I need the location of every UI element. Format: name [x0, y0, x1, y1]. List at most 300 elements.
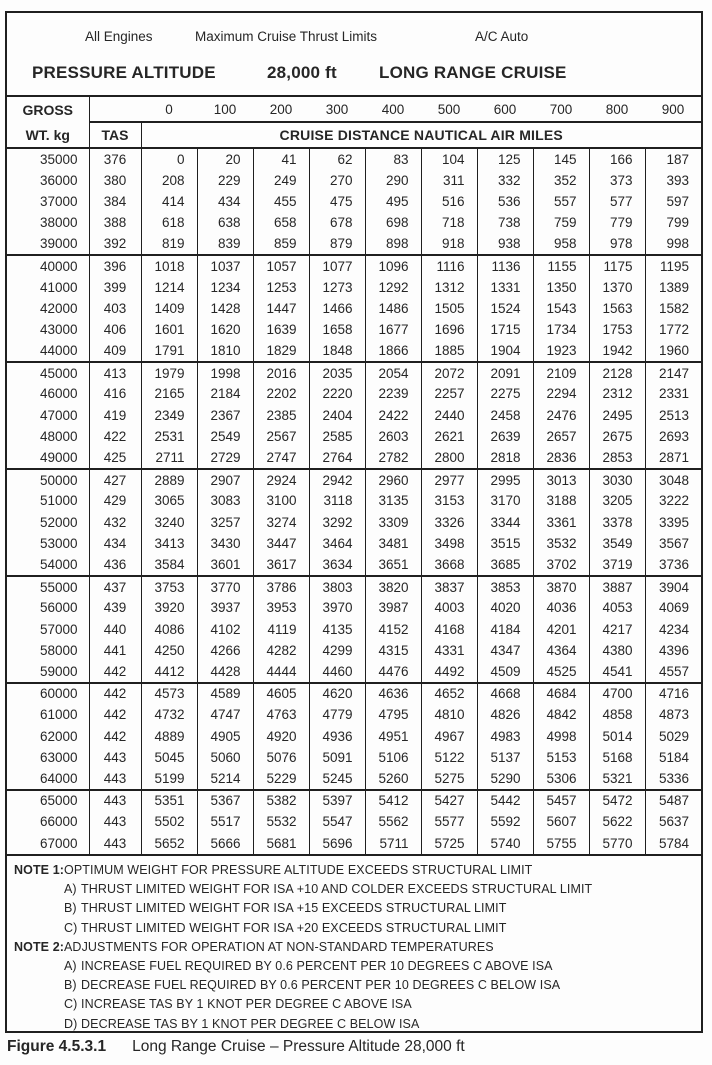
- distance-cell: 1885: [421, 341, 477, 362]
- distance-cell: 5014: [589, 726, 645, 747]
- distance-cell: 5532: [253, 811, 309, 832]
- tas-cell: 396: [89, 255, 141, 276]
- distance-cell: 5740: [477, 833, 533, 854]
- distance-cell: 5502: [141, 811, 197, 832]
- distance-cell: 4684: [533, 683, 589, 704]
- distance-cell: 455: [253, 191, 309, 212]
- distance-cell: 3413: [141, 533, 197, 554]
- distance-cell: 2729: [197, 447, 253, 468]
- tas-label: TAS: [89, 122, 141, 148]
- table-row: [7, 512, 701, 533]
- distance-cell: 1273: [309, 276, 365, 297]
- distance-cell: 1734: [533, 319, 589, 340]
- tas-cell: 413: [89, 362, 141, 383]
- distance-cell: 1331: [477, 276, 533, 297]
- distance-cell: 3617: [253, 554, 309, 575]
- note-item: [14, 995, 697, 1014]
- note-item: [14, 880, 697, 899]
- distance-cell: 2440: [421, 405, 477, 426]
- gross-weight-cell: 59000: [7, 661, 89, 682]
- gross-weight-cell: 57000: [7, 619, 89, 640]
- table-row: [7, 255, 701, 276]
- gross-weight-cell: 64000: [7, 768, 89, 789]
- note-item-id: A): [64, 882, 77, 897]
- distance-col-header: 800: [589, 97, 645, 122]
- distance-cell: 4152: [365, 619, 421, 640]
- distance-cell: 779: [589, 212, 645, 233]
- distance-cell: 4347: [477, 640, 533, 661]
- distance-cell: 3464: [309, 533, 365, 554]
- distance-cell: 1389: [645, 276, 701, 297]
- table-row: [7, 661, 701, 682]
- distance-cell: 3257: [197, 512, 253, 533]
- distance-cell: 2531: [141, 426, 197, 447]
- distance-cell: 698: [365, 212, 421, 233]
- gross-weight-cell: 41000: [7, 276, 89, 297]
- gross-weight-cell: 49000: [7, 447, 89, 468]
- note-item: [14, 957, 697, 976]
- gross-weight-cell: 52000: [7, 512, 89, 533]
- distance-cell: 2513: [645, 405, 701, 426]
- distance-cell: 958: [533, 234, 589, 255]
- distance-cell: 4086: [141, 619, 197, 640]
- distance-cell: 4444: [253, 661, 309, 682]
- distance-cell: 3498: [421, 533, 477, 554]
- distance-col-header: 300: [309, 97, 365, 122]
- distance-cell: 5725: [421, 833, 477, 854]
- distance-cell: 839: [197, 234, 253, 255]
- distance-cell: 5029: [645, 726, 701, 747]
- distance-cell: 3820: [365, 576, 421, 597]
- tas-cell: 443: [89, 790, 141, 811]
- distance-cell: 2639: [477, 426, 533, 447]
- distance-cell: 2495: [589, 405, 645, 426]
- tas-cell: 392: [89, 234, 141, 255]
- gross-weight-cell: 35000: [7, 148, 89, 169]
- distance-cell: 5412: [365, 790, 421, 811]
- distance-cell: 1195: [645, 255, 701, 276]
- distance-cell: 3013: [533, 469, 589, 490]
- distance-cell: 4460: [309, 661, 365, 682]
- distance-cell: 3953: [253, 597, 309, 618]
- distance-cell: 998: [645, 234, 701, 255]
- distance-cell: 2294: [533, 383, 589, 404]
- distance-cell: 2711: [141, 447, 197, 468]
- distance-cell: 4476: [365, 661, 421, 682]
- weight-group: [7, 576, 701, 683]
- distance-cell: 5153: [533, 747, 589, 768]
- distance-cell: 3837: [421, 576, 477, 597]
- distance-cell: 5060: [197, 747, 253, 768]
- distance-cell: 4652: [421, 683, 477, 704]
- distance-cell: 2257: [421, 383, 477, 404]
- distance-cell: 5184: [645, 747, 701, 768]
- distance-cell: 2404: [309, 405, 365, 426]
- distance-cell: 4428: [197, 661, 253, 682]
- distance-cell: 4282: [253, 640, 309, 661]
- distance-cell: 2871: [645, 447, 701, 468]
- distance-cell: 4795: [365, 704, 421, 725]
- table-row: [7, 212, 701, 233]
- tas-cell: 439: [89, 597, 141, 618]
- distance-cell: 4412: [141, 661, 197, 682]
- tas-cell: 429: [89, 490, 141, 511]
- distance-cell: 5260: [365, 768, 421, 789]
- distance-cell: 516: [421, 191, 477, 212]
- note-item: [14, 899, 697, 918]
- distance-cell: 125: [477, 148, 533, 169]
- distance-cell: 1466: [309, 298, 365, 319]
- distance-cell: 4234: [645, 619, 701, 640]
- distance-cell: 4700: [589, 683, 645, 704]
- tas-cell: 388: [89, 212, 141, 233]
- distance-cell: 414: [141, 191, 197, 212]
- distance-cell: 5652: [141, 833, 197, 854]
- distance-cell: 938: [477, 234, 533, 255]
- gross-weight-cell: 43000: [7, 319, 89, 340]
- distance-cell: 4967: [421, 726, 477, 747]
- weight-group: [7, 255, 701, 362]
- distance-cell: 4509: [477, 661, 533, 682]
- distance-cell: 1524: [477, 298, 533, 319]
- distance-cell: 2657: [533, 426, 589, 447]
- distance-cell: 4951: [365, 726, 421, 747]
- distance-cell: 3920: [141, 597, 197, 618]
- distance-cell: 3584: [141, 554, 197, 575]
- distance-cell: 3240: [141, 512, 197, 533]
- cruise-distance-header: CRUISE DISTANCE NAUTICAL AIR MILES: [141, 122, 701, 148]
- distance-cell: 1829: [253, 341, 309, 362]
- gross-weight-cell: 67000: [7, 833, 89, 854]
- distance-cell: 1155: [533, 255, 589, 276]
- tas-cell: 384: [89, 191, 141, 212]
- table-frame: [5, 11, 703, 1033]
- distance-cell: 5592: [477, 811, 533, 832]
- gross-weight-cell: 62000: [7, 726, 89, 747]
- distance-cell: 3309: [365, 512, 421, 533]
- tas-cell: 443: [89, 768, 141, 789]
- distance-cell: 352: [533, 169, 589, 190]
- gross-weight-cell: 61000: [7, 704, 89, 725]
- distance-cell: 1601: [141, 319, 197, 340]
- distance-cell: 4053: [589, 597, 645, 618]
- condition-header: [7, 13, 701, 97]
- note-item-text: THRUST LIMITED WEIGHT FOR ISA +10 AND COLDER EXCEEDS STRUCTURAL LIMIT: [81, 882, 593, 897]
- distance-cell: 3567: [645, 533, 701, 554]
- table-row: [7, 426, 701, 447]
- tas-cell: 422: [89, 426, 141, 447]
- table-row: [7, 704, 701, 725]
- distance-cell: 1563: [589, 298, 645, 319]
- distance-cell: 2603: [365, 426, 421, 447]
- distance-cell: 1658: [309, 319, 365, 340]
- distance-col-header: 0: [141, 97, 197, 122]
- note-item-text: INCREASE TAS BY 1 KNOT PER DEGREE C ABOVE ISA: [81, 997, 412, 1012]
- distance-cell: 2220: [309, 383, 365, 404]
- note-item-text: DECREASE TAS BY 1 KNOT PER DEGREE C BELOW ISA: [81, 1016, 420, 1031]
- distance-cell: 4492: [421, 661, 477, 682]
- table-row: [7, 234, 701, 255]
- distance-cell: 4020: [477, 597, 533, 618]
- distance-cell: 41: [253, 148, 309, 169]
- table-row: [7, 319, 701, 340]
- distance-cell: 4525: [533, 661, 589, 682]
- distance-cell: 1772: [645, 319, 701, 340]
- distance-cell: 4779: [309, 704, 365, 725]
- distance-cell: 3170: [477, 490, 533, 511]
- distance-cell: 3395: [645, 512, 701, 533]
- distance-cell: 3853: [477, 576, 533, 597]
- distance-cell: 2818: [477, 447, 533, 468]
- distance-cell: 4716: [645, 683, 701, 704]
- table-row: [7, 576, 701, 597]
- distance-cell: 3651: [365, 554, 421, 575]
- distance-cell: 5427: [421, 790, 477, 811]
- notes-section: [7, 854, 701, 1033]
- note-item-id: B): [64, 978, 77, 993]
- gross-weight-cell: 55000: [7, 576, 89, 597]
- distance-cell: 3344: [477, 512, 533, 533]
- distance-cell: 208: [141, 169, 197, 190]
- table-row: [7, 490, 701, 511]
- distance-cell: 5770: [589, 833, 645, 854]
- distance-cell: 5784: [645, 833, 701, 854]
- distance-cell: 3970: [309, 597, 365, 618]
- distance-cell: 3481: [365, 533, 421, 554]
- distance-cell: 4380: [589, 640, 645, 661]
- distance-cell: 2016: [253, 362, 309, 383]
- distance-cell: 4920: [253, 726, 309, 747]
- distance-cell: 2091: [477, 362, 533, 383]
- tas-cell: 432: [89, 512, 141, 533]
- wt-kg-label: WT. kg: [7, 122, 89, 148]
- distance-cell: 3447: [253, 533, 309, 554]
- table-row: [7, 790, 701, 811]
- gross-weight-cell: 37000: [7, 191, 89, 212]
- tas-cell: 437: [89, 576, 141, 597]
- distance-cell: 1312: [421, 276, 477, 297]
- distance-cell: 1370: [589, 276, 645, 297]
- distance-cell: 1214: [141, 276, 197, 297]
- distance-cell: 2128: [589, 362, 645, 383]
- distance-cell: 4135: [309, 619, 365, 640]
- distance-cell: 3803: [309, 576, 365, 597]
- distance-cell: 5607: [533, 811, 589, 832]
- note-item-id: C): [64, 997, 78, 1012]
- gross-weight-cell: 36000: [7, 169, 89, 190]
- distance-cell: 145: [533, 148, 589, 169]
- note-item-id: C): [64, 920, 78, 935]
- table-row: [7, 726, 701, 747]
- gross-weight-cell: 50000: [7, 469, 89, 490]
- distance-cell: 4842: [533, 704, 589, 725]
- distance-cell: 5214: [197, 768, 253, 789]
- distance-cell: 4747: [197, 704, 253, 725]
- altitude-value: 28,000 ft: [267, 63, 337, 82]
- gross-weight-cell: 45000: [7, 362, 89, 383]
- distance-cell: 2907: [197, 469, 253, 490]
- distance-cell: 4810: [421, 704, 477, 725]
- distance-cell: 4541: [589, 661, 645, 682]
- distance-cell: 3601: [197, 554, 253, 575]
- distance-cell: 5681: [253, 833, 309, 854]
- distance-cell: 3685: [477, 554, 533, 575]
- distance-cell: 2995: [477, 469, 533, 490]
- distance-cell: 2165: [141, 383, 197, 404]
- distance-cell: 3515: [477, 533, 533, 554]
- distance-cell: 2675: [589, 426, 645, 447]
- distance-cell: 4873: [645, 704, 701, 725]
- distance-cell: 1791: [141, 341, 197, 362]
- distance-cell: 3549: [589, 533, 645, 554]
- distance-cell: 4119: [253, 619, 309, 640]
- distance-cell: 2476: [533, 405, 589, 426]
- distance-cell: 1923: [533, 341, 589, 362]
- distance-cell: 5199: [141, 768, 197, 789]
- distance-cell: 3786: [253, 576, 309, 597]
- distance-cell: 1582: [645, 298, 701, 319]
- distance-cell: 2800: [421, 447, 477, 468]
- distance-cell: 4003: [421, 597, 477, 618]
- distance-cell: 4396: [645, 640, 701, 661]
- distance-cell: 2109: [533, 362, 589, 383]
- thrust-limits-label: Maximum Cruise Thrust Limits: [195, 29, 378, 44]
- note-text: OPTIMUM WEIGHT FOR PRESSURE ALTITUDE EXCEEDS STRUCTURAL LIMIT: [64, 862, 533, 877]
- distance-cell: 1866: [365, 341, 421, 362]
- distance-cell: 536: [477, 191, 533, 212]
- distance-cell: 4266: [197, 640, 253, 661]
- distance-cell: 3430: [197, 533, 253, 554]
- tas-cell: 380: [89, 169, 141, 190]
- distance-cell: 373: [589, 169, 645, 190]
- distance-cell: 166: [589, 148, 645, 169]
- gross-weight-cell: 47000: [7, 405, 89, 426]
- distance-cell: 2836: [533, 447, 589, 468]
- weight-group: [7, 148, 701, 255]
- distance-cell: 2239: [365, 383, 421, 404]
- tas-cell: 419: [89, 405, 141, 426]
- distance-cell: 4168: [421, 619, 477, 640]
- distance-cell: 1234: [197, 276, 253, 297]
- distance-col-header: 600: [477, 97, 533, 122]
- gross-weight-cell: 60000: [7, 683, 89, 704]
- distance-cell: 2349: [141, 405, 197, 426]
- distance-col-header: 200: [253, 97, 309, 122]
- distance-cell: 5091: [309, 747, 365, 768]
- note-item: [14, 976, 697, 995]
- distance-cell: 5045: [141, 747, 197, 768]
- distance-cell: 5397: [309, 790, 365, 811]
- gross-label: GROSS: [7, 97, 89, 122]
- table-row: [7, 191, 701, 212]
- distance-cell: 3100: [253, 490, 309, 511]
- distance-cell: 1486: [365, 298, 421, 319]
- tas-cell: 425: [89, 447, 141, 468]
- distance-cell: 3634: [309, 554, 365, 575]
- distance-col-header: 400: [365, 97, 421, 122]
- table-row: [7, 597, 701, 618]
- gross-weight-cell: 39000: [7, 234, 89, 255]
- distance-cell: 4557: [645, 661, 701, 682]
- table-row: [7, 640, 701, 661]
- tas-cell: 442: [89, 704, 141, 725]
- distance-cell: 2035: [309, 362, 365, 383]
- distance-cell: 3205: [589, 490, 645, 511]
- distance-cell: 2960: [365, 469, 421, 490]
- note-text: ADJUSTMENTS FOR OPERATION AT NON-STANDARD TEMPERATURES: [64, 939, 494, 954]
- distance-cell: 1350: [533, 276, 589, 297]
- distance-col-header: 500: [421, 97, 477, 122]
- distance-cell: 4889: [141, 726, 197, 747]
- distance-cell: 3702: [533, 554, 589, 575]
- distance-cell: 4732: [141, 704, 197, 725]
- distance-cell: 1057: [253, 255, 309, 276]
- long-range-cruise-label: LONG RANGE CRUISE: [379, 63, 567, 82]
- distance-cell: 4605: [253, 683, 309, 704]
- note-item-id: B): [64, 901, 77, 916]
- gross-weight-cell: 66000: [7, 811, 89, 832]
- tas-cell: 442: [89, 661, 141, 682]
- distance-cell: 332: [477, 169, 533, 190]
- distance-cell: 249: [253, 169, 309, 190]
- note-item-id: D): [64, 1016, 78, 1031]
- distance-cell: 1077: [309, 255, 365, 276]
- distance-cell: 1696: [421, 319, 477, 340]
- distance-cell: 4998: [533, 726, 589, 747]
- distance-cell: 5290: [477, 768, 533, 789]
- table-row: [7, 469, 701, 490]
- distance-cell: 1175: [589, 255, 645, 276]
- distance-cell: 5122: [421, 747, 477, 768]
- gross-weight-cell: 63000: [7, 747, 89, 768]
- distance-cell: 290: [365, 169, 421, 190]
- tas-cell: 406: [89, 319, 141, 340]
- distance-cell: 3870: [533, 576, 589, 597]
- distance-cell: 3188: [533, 490, 589, 511]
- distance-cell: 0: [141, 148, 197, 169]
- tas-cell: 376: [89, 148, 141, 169]
- tas-cell: 442: [89, 726, 141, 747]
- distance-cell: 2977: [421, 469, 477, 490]
- distance-cell: 1960: [645, 341, 701, 362]
- note-line: [14, 861, 697, 880]
- distance-cell: 3987: [365, 597, 421, 618]
- distance-cell: 1037: [197, 255, 253, 276]
- distance-cell: 2747: [253, 447, 309, 468]
- distance-col-header: 900: [645, 97, 701, 122]
- weight-group: [7, 683, 701, 790]
- distance-cell: 2889: [141, 469, 197, 490]
- distance-cell: 4983: [477, 726, 533, 747]
- table-row: [7, 383, 701, 404]
- distance-cell: 2942: [309, 469, 365, 490]
- distance-cell: 2549: [197, 426, 253, 447]
- gross-weight-cell: 44000: [7, 341, 89, 362]
- note-item: [14, 919, 697, 938]
- distance-cell: 2054: [365, 362, 421, 383]
- distance-cell: 5755: [533, 833, 589, 854]
- distance-cell: 5457: [533, 790, 589, 811]
- distance-cell: 4636: [365, 683, 421, 704]
- condition-labels: [7, 29, 701, 47]
- gross-weight-cell: 54000: [7, 554, 89, 575]
- figure-title: Long Range Cruise – Pressure Altitude 28,000 ft: [132, 1038, 465, 1055]
- page-title: [7, 63, 701, 85]
- distance-cell: 2458: [477, 405, 533, 426]
- table-row: [7, 554, 701, 575]
- distance-cell: 859: [253, 234, 309, 255]
- distance-cell: 5076: [253, 747, 309, 768]
